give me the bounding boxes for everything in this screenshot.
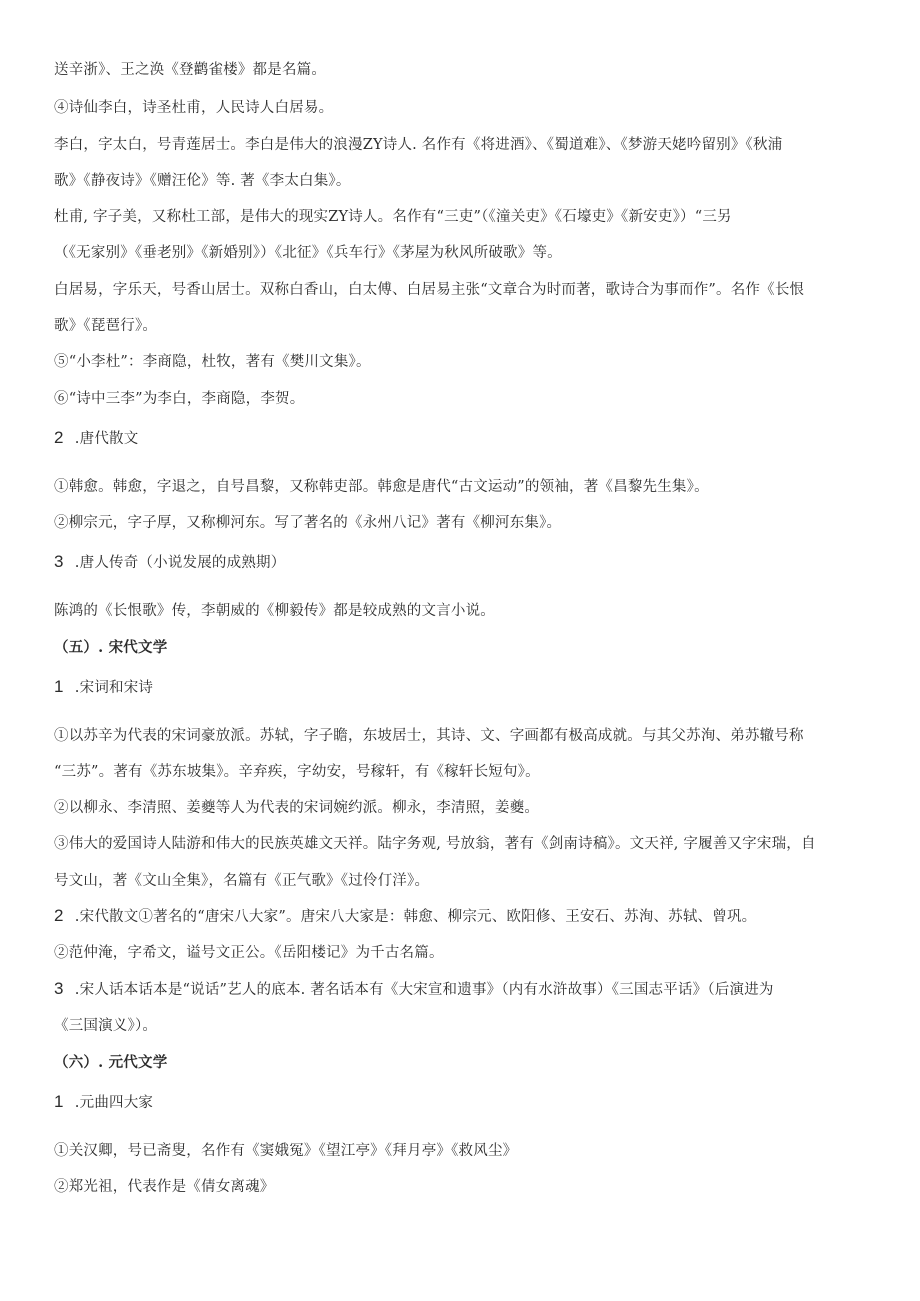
section-heading-song-prose: [54, 906, 880, 927]
section-heading-song-ci: [54, 677, 880, 698]
text-line: ②范仲淹，字希文，谥号文正公。《岳阳楼记》为千古名篇。: [54, 945, 444, 961]
text-line: ⑤“小李杜”：李商隐，杜牧，著有《樊川文集》。: [54, 354, 371, 370]
text-line: 号文山，著《文山全集》，名篇有《正气歌》《过伶仃洋》。: [54, 873, 430, 889]
section-heading-yuan-qu: [54, 1092, 880, 1113]
text-line: ③伟大的爱国诗人陆游和伟大的民族英雄文天祥。陆字务观, 号放翁，著有《剑南诗稿》。文天祥, 字履善又字宋瑞，自: [54, 836, 816, 852]
text-line: ④诗仙李白，诗圣杜甫，人民诗人白居易。: [54, 100, 334, 116]
section-number: 2: [54, 906, 64, 925]
text-line: ①以苏辛为代表的宋词豪放派。苏轼，字子瞻，东坡居士，其诗、文、字画都有极高成就。与其父苏洵、弟苏辙号称: [54, 728, 804, 744]
text-line: 送辛浙》、王之涣《登鹳雀楼》都是名篇。: [54, 62, 327, 78]
text-line: 李白，字太白，号青莲居士。李白是伟大的浪漫ZY诗人. 名作有《将进酒》、《蜀道难》、《梦游天姥吟留别》《秋浦: [54, 137, 783, 153]
text-line: ②郑光祖，代表作是《倩女离魂》: [54, 1179, 275, 1195]
section-number: 1: [54, 1092, 64, 1111]
section-number: 1: [54, 677, 64, 696]
section-heading-tang-prose: [54, 428, 880, 449]
section-title: .宋人话本话本是“说话”艺人的底本. 著名话本有《大宋宣和遗事》（内有水浒故事）《三国志平话》（后演进为: [70, 982, 774, 998]
section-number: 3: [54, 979, 64, 998]
text-line: ①韩愈。韩愈，字退之，自号昌黎，又称韩吏部。韩愈是唐代“古文运动”的领袖，著《昌黎先生集》。: [54, 479, 709, 495]
section-number: 3: [54, 552, 64, 571]
text-line: 陈鸿的《长恨歌》传，李朝威的《柳毅传》都是较成熟的文言小说。: [54, 603, 495, 619]
text-line: 《三国演义》）。: [54, 1018, 158, 1034]
text-line: ①关汉卿，号已斋叟，名作有《窦娥冤》《望江亭》《拜月亭》《救风尘》: [54, 1143, 518, 1159]
text-line: ②以柳永、李清照、姜夔等人为代表的宋词婉约派。柳永，李清照，姜夔。: [54, 800, 540, 816]
section-title: .宋词和宋诗: [70, 680, 154, 696]
chapter-heading-song: （五）. 宋代文学: [54, 639, 168, 656]
section-title: .唐人传奇（小说发展的成熟期）: [70, 555, 286, 571]
section-title: .唐代散文: [70, 431, 139, 447]
section-title: .宋代散文①著名的“唐宋八大家”。唐宋八大家是：韩愈、柳宗元、欧阳修、王安石、苏洵、苏轼、曾巩。: [70, 909, 757, 925]
text-line: 杜甫, 字子美，又称杜工部，是伟大的现实ZY诗人。名作有“三吏”（《潼关吏》《石壕吏》《新安吏》）“三另: [54, 209, 732, 225]
text-line: （《无家别》《垂老别》《新婚别》）《北征》《兵车行》《茅屋为秋风所破歌》等。: [54, 245, 562, 261]
chapter-heading-yuan: （六）. 元代文学: [54, 1054, 168, 1071]
section-heading-tang-chuanqi: [54, 552, 880, 573]
section-number: 2: [54, 428, 64, 447]
section-title: .元曲四大家: [70, 1095, 154, 1111]
text-line: ②柳宗元，字子厚，又称柳河东。写了著名的《永州八记》著有《柳河东集》。: [54, 515, 562, 531]
text-line: 白居易，字乐天，号香山居士。双称白香山，白太傅、白居易主张“文章合为时而著，歌诗合为事而作”。名作《长恨: [54, 282, 805, 298]
text-line: “三苏”。著有《苏东坡集》。辛弃疾，字幼安，号稼轩，有《稼轩长短句》。: [54, 764, 540, 780]
text-line: 歌》《静夜诗》《赠汪伦》等. 著《李太白集》。: [54, 173, 351, 189]
text-line: 歌》《琵琶行》。: [54, 318, 158, 334]
section-heading-song-huaben: [54, 979, 880, 1000]
text-line: ⑥“诗中三李”为李白，李商隐，李贺。: [54, 391, 305, 407]
